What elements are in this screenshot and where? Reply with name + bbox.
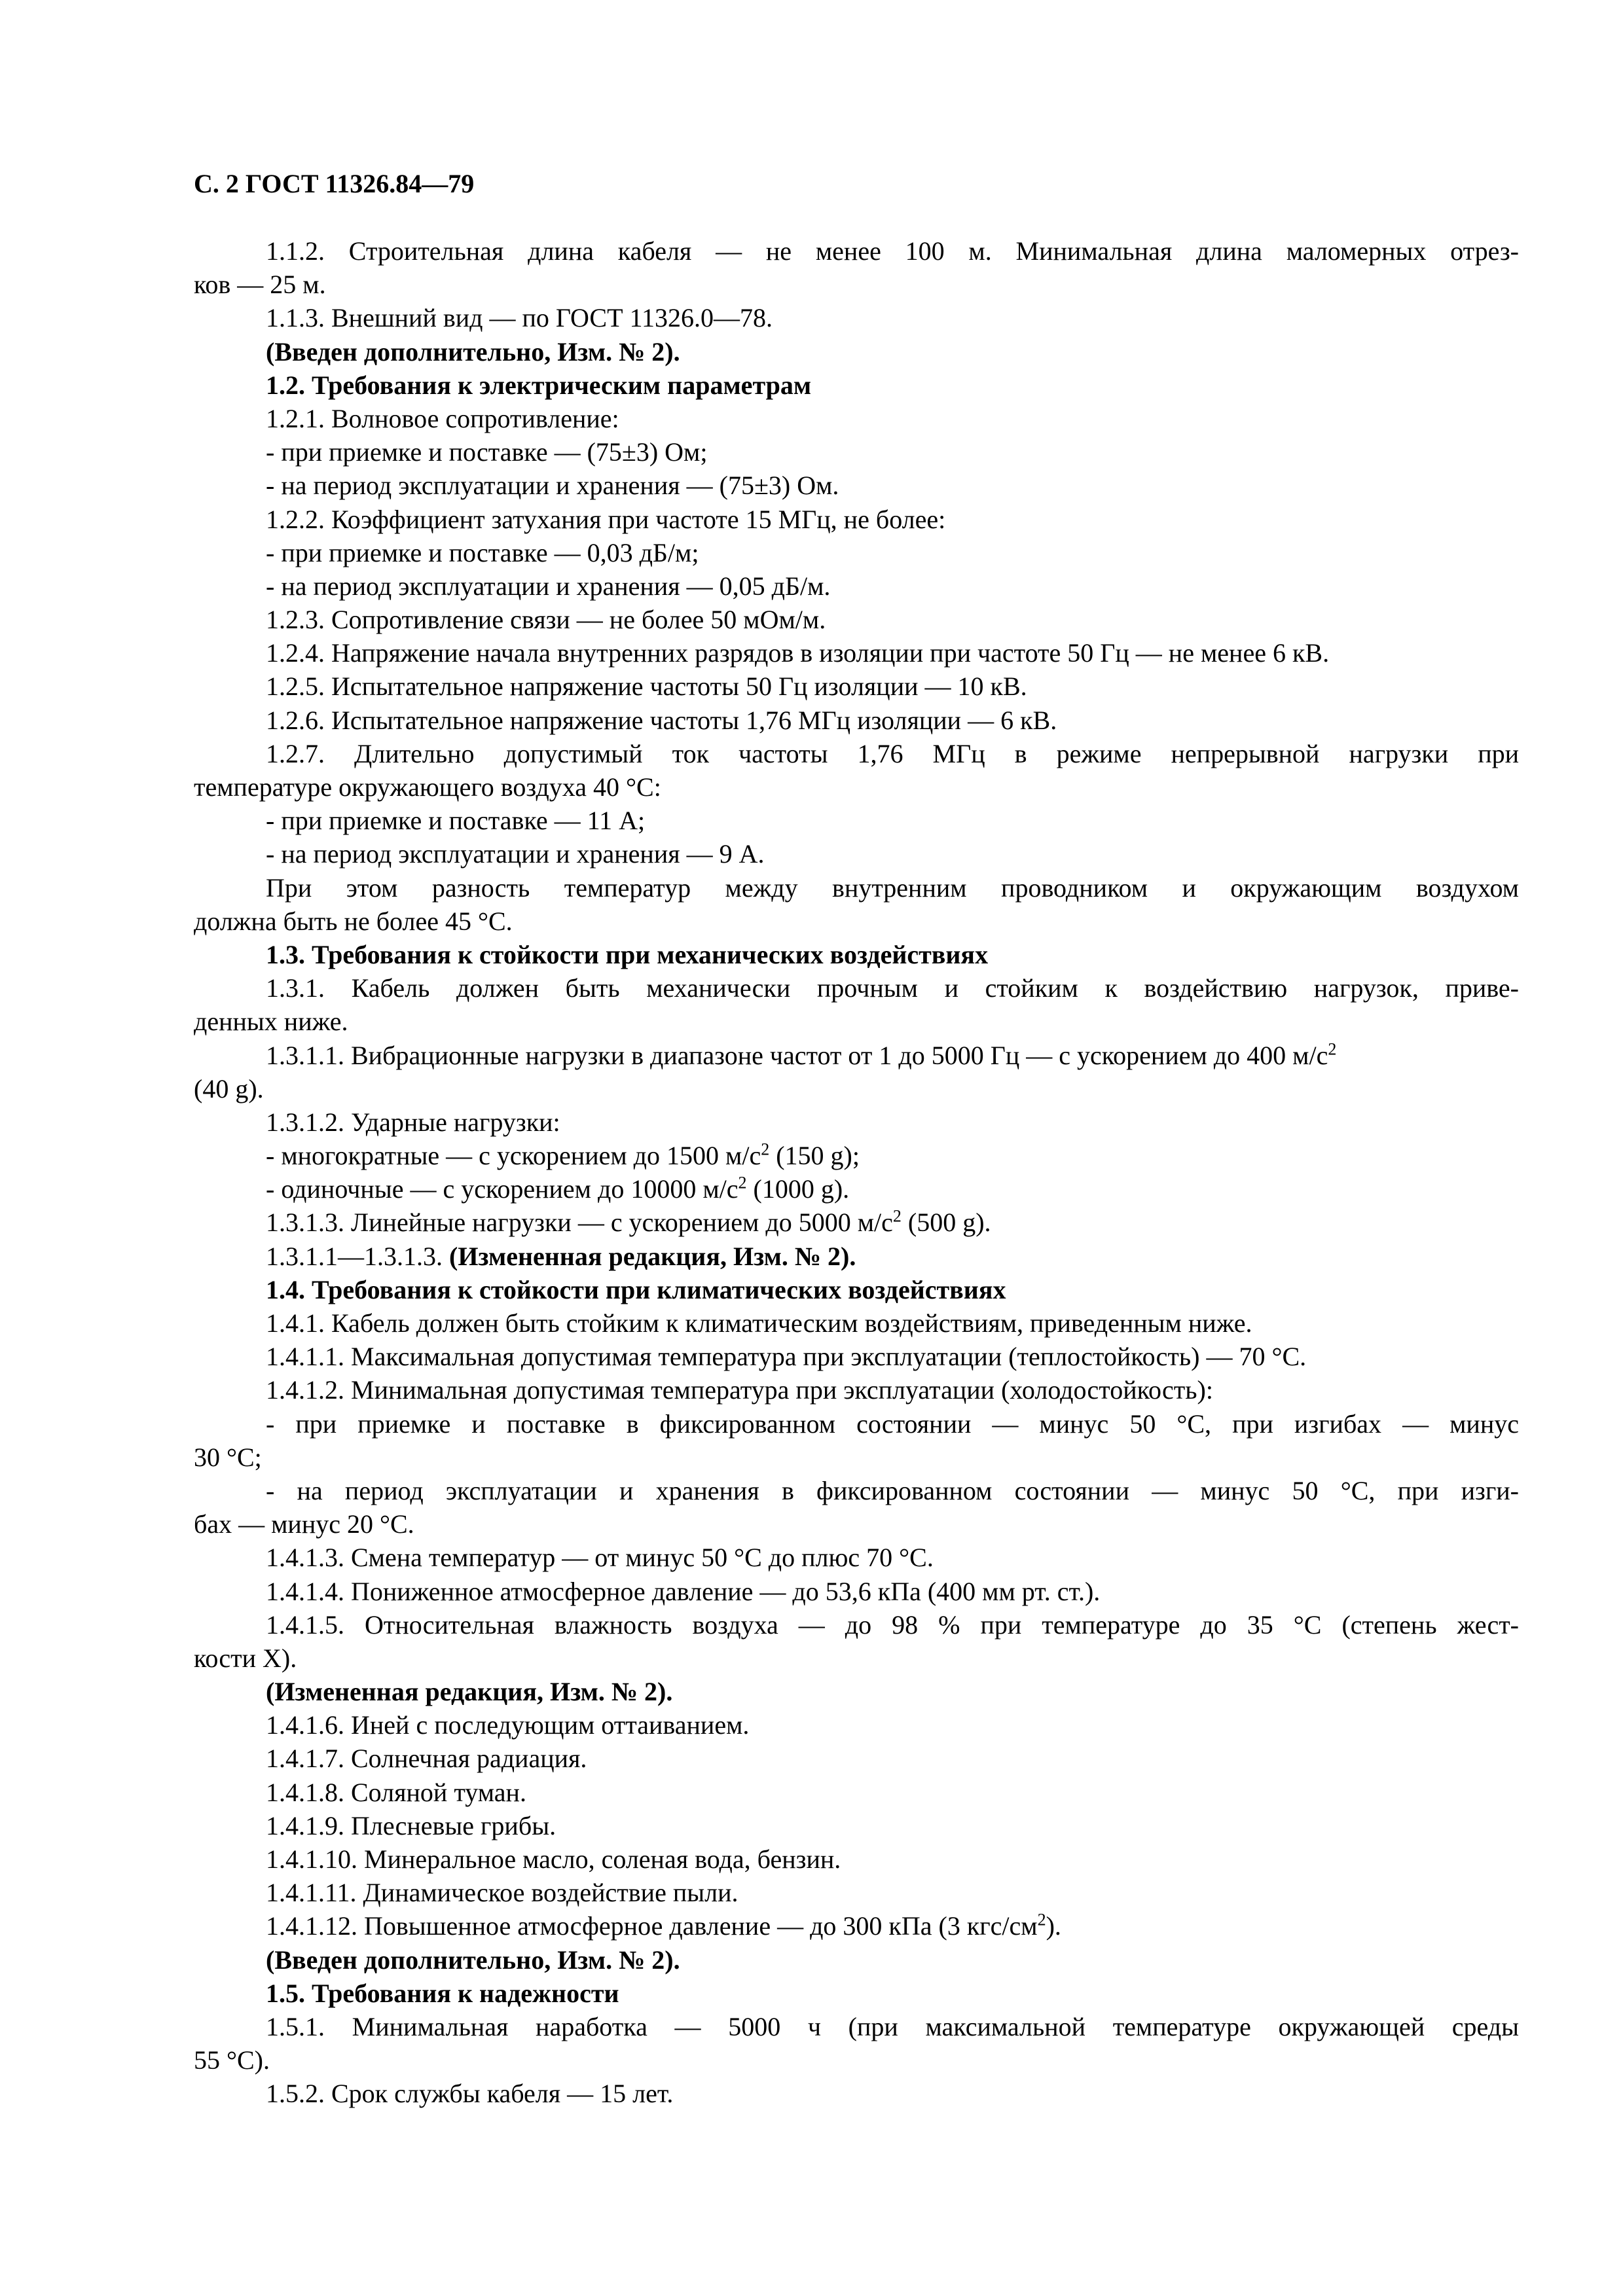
line-text: 1.4.1.8. Соляной туман. xyxy=(266,1777,526,1807)
text-line xyxy=(194,1876,1519,1909)
text-line xyxy=(194,1206,1519,1239)
text-line xyxy=(194,603,1519,636)
line-text: (40 g). xyxy=(194,1073,264,1103)
text-line xyxy=(194,1240,1519,1273)
line-text: 1.2.3. Сопротивление связи — не более 50 мОм/м. xyxy=(266,605,826,635)
line-text: 1.3.1.3. Линейные нагрузки — с ускорением до 5000 м/с xyxy=(266,1208,893,1238)
superscript: 2 xyxy=(1037,1910,1046,1930)
line-text: 1.5.2. Срок службы кабеля — 15 лет. xyxy=(266,2079,674,2109)
text-line xyxy=(194,837,1519,870)
line-text: 1.2.6. Испытательное напряжение частоты 1,76 МГц изоляции — 6 кВ. xyxy=(266,705,1057,735)
text-line xyxy=(194,1675,1519,1708)
text-line xyxy=(194,301,1519,334)
line-text: 1.2.5. Испытательное напряжение частоты 50 Гц изоляции — 10 кВ. xyxy=(266,672,1027,702)
text-line xyxy=(194,1943,1519,1977)
text-line xyxy=(194,1407,1519,1441)
text-line xyxy=(194,1039,1519,1072)
text-line xyxy=(194,1306,1519,1340)
line-text: температуре окружающего воздуха 40 °С: xyxy=(194,772,661,802)
line-text: 1.2.1. Волновое сопротивление: xyxy=(266,403,619,433)
amendment-note: (Измененная редакция, Изм. № 2). xyxy=(449,1241,856,1271)
line-text: - на период эксплуатации и хранения — 9 А. xyxy=(266,839,765,869)
text-line xyxy=(194,2010,1519,2043)
line-text: 1.3.1. Кабель должен быть механически прочным и стойким к воздействию нагрузок, приве- xyxy=(266,973,1519,1003)
text-line xyxy=(194,1977,1519,2010)
line-text: 1.4.1.5. Относительная влажность воздуха — до 98 % при температуре до 35 °С (степень жест- xyxy=(266,1609,1519,1640)
line-text: кости X). xyxy=(194,1643,297,1673)
line-text: денных ниже. xyxy=(194,1007,348,1037)
text-line xyxy=(194,569,1519,603)
line-text: 55 °С). xyxy=(194,2045,270,2075)
text-line xyxy=(194,1641,1519,1675)
text-line xyxy=(194,1139,1519,1172)
line-text: (Введен дополнительно, Изм. № 2). xyxy=(266,1945,680,1975)
superscript: 2 xyxy=(761,1139,770,1159)
line-text-tail: (150 g); xyxy=(769,1141,860,1171)
line-text: 1.3.1.2. Ударные нагрузки: xyxy=(266,1107,560,1137)
text-line xyxy=(194,971,1519,1005)
text-line xyxy=(194,1474,1519,1507)
line-text: 1.1.3. Внешний вид — по ГОСТ 11326.0—78. xyxy=(266,303,773,333)
text-line xyxy=(194,1708,1519,1742)
page-header: С. 2 ГОСТ 11326.84—79 xyxy=(194,169,475,198)
line-text: - одиночные — с ускорением до 10000 м/с xyxy=(266,1174,739,1204)
line-text: 1.1.2. Строительная длина кабеля — не менее 100 м. Минимальная длина маломерных отрез- xyxy=(266,236,1519,266)
superscript: 2 xyxy=(1328,1039,1337,1059)
line-text: - многократные — с ускорением до 1500 м/с xyxy=(266,1141,761,1171)
line-text: 1.2. Требования к электрическим параметрам xyxy=(266,370,812,400)
text-line xyxy=(194,670,1519,703)
line-text: 30 °С; xyxy=(194,1442,262,1472)
line-text: 1.4.1.2. Минимальная допустимая температура при эксплуатации (холодостойкость): xyxy=(266,1375,1213,1405)
line-text: - при приемке и поставке — (75±3) Ом; xyxy=(266,437,708,467)
text-line xyxy=(194,536,1519,569)
line-text: 1.4.1.11. Динамическое воздействие пыли. xyxy=(266,1878,739,1908)
text-line xyxy=(194,636,1519,670)
superscript: 2 xyxy=(892,1207,902,1227)
line-text: - на период эксплуатации и хранения — 0,05 дБ/м. xyxy=(266,571,831,601)
text-line xyxy=(194,1273,1519,1306)
line-text: 1.5.1. Минимальная наработка — 5000 ч (при максимальной температуре окружающей среды xyxy=(266,2011,1519,2041)
text-line xyxy=(194,1742,1519,1775)
line-text: должна быть не более 45 °С. xyxy=(194,906,513,936)
text-line xyxy=(194,1608,1519,1641)
text-line xyxy=(194,1507,1519,1541)
line-text: 1.4.1.9. Плесневые грибы. xyxy=(266,1810,556,1840)
text-line xyxy=(194,435,1519,469)
text-line xyxy=(194,2043,1519,2077)
text-line xyxy=(194,469,1519,502)
text-line xyxy=(194,1909,1519,1943)
line-text: - на период эксплуатации и хранения — (75±3) Ом. xyxy=(266,471,839,501)
line-text: При этом разность температур между внутренним проводником и окружающим воздухом xyxy=(266,872,1519,903)
line-text: 1.2.7. Длительно допустимый ток частоты 1,76 МГц в режиме непрерывной нагрузки при xyxy=(266,738,1519,768)
line-text: 1.4.1.7. Солнечная радиация. xyxy=(266,1744,587,1774)
line-text: 1.3.1.1. Вибрационные нагрузки в диапазоне частот от 1 до 5000 Гц — с ускорением до 400 м/с xyxy=(266,1040,1328,1070)
superscript: 2 xyxy=(738,1173,747,1193)
text-line xyxy=(194,938,1519,971)
line-text: - при приемке и поставке в фиксированном состоянии — минус 50 °С, при изгибах — минус xyxy=(266,1408,1519,1439)
line-text: 1.4.1.3. Смена температур — от минус 50 °С до плюс 70 °С. xyxy=(266,1543,934,1573)
line-text: 1.4.1.12. Повышенное атмосферное давление — до 300 кПа (3 кгс/см xyxy=(266,1911,1038,1941)
text-line xyxy=(194,234,1519,268)
text-line xyxy=(194,1005,1519,1038)
line-text: 1.3. Требования к стойкости при механических воздействиях xyxy=(266,939,989,969)
line-text: (Введен дополнительно, Изм. № 2). xyxy=(266,336,680,367)
line-text: 1.4.1.1. Максимальная допустимая температура при эксплуатации (теплостойкость) — 70 °С. xyxy=(266,1342,1307,1372)
line-text: - при приемке и поставке — 11 А; xyxy=(266,806,646,836)
text-line xyxy=(194,1809,1519,1842)
line-text: ков — 25 м. xyxy=(194,270,326,300)
text-line xyxy=(194,871,1519,905)
text-line xyxy=(194,368,1519,402)
line-text: 1.4.1.4. Пониженное атмосферное давление — до 53,6 кПа (400 мм рт. ст.). xyxy=(266,1576,1101,1606)
line-text: 1.4.1.10. Минеральное масло, соленая вода, бензин. xyxy=(266,1844,841,1874)
text-line xyxy=(194,503,1519,536)
text-line xyxy=(194,1172,1519,1206)
line-text: 1.5. Требования к надежности xyxy=(266,1978,619,2008)
text-line xyxy=(194,905,1519,938)
line-text: - при приемке и поставке — 0,03 дБ/м; xyxy=(266,537,699,567)
line-text-tail: (1000 g). xyxy=(746,1174,850,1204)
line-text: 1.3.1.1—1.3.1.3. xyxy=(266,1241,449,1271)
line-text: - на период эксплуатации и хранения в фиксированном состоянии — минус 50 °С, при изги- xyxy=(266,1475,1519,1505)
text-line xyxy=(194,704,1519,737)
line-text: 1.2.4. Напряжение начала внутренних разрядов в изоляции при частоте 50 Гц — не менее 6 кВ. xyxy=(266,638,1330,668)
line-text: 1.4. Требования к стойкости при климатических воздействиях xyxy=(266,1274,1006,1304)
text-line xyxy=(194,1541,1519,1574)
text-line xyxy=(194,1105,1519,1139)
document-body xyxy=(194,234,1519,2111)
line-text: 1.4.1. Кабель должен быть стойким к климатическим воздействиям, приведенным ниже. xyxy=(266,1308,1252,1338)
text-line xyxy=(194,1340,1519,1373)
line-text: бах — минус 20 °С. xyxy=(194,1509,414,1539)
text-line xyxy=(194,804,1519,837)
line-text-tail: (500 g). xyxy=(901,1208,991,1238)
text-line xyxy=(194,1575,1519,1608)
text-line xyxy=(194,268,1519,301)
line-text: 1.4.1.6. Иней с последующим оттаиванием. xyxy=(266,1710,750,1740)
text-line xyxy=(194,402,1519,435)
text-line xyxy=(194,1842,1519,1876)
text-line xyxy=(194,737,1519,770)
line-text: (Измененная редакция, Изм. № 2). xyxy=(266,1677,673,1707)
text-line xyxy=(194,1072,1519,1105)
text-line xyxy=(194,1776,1519,1809)
text-line xyxy=(194,1373,1519,1407)
line-text-tail: ). xyxy=(1046,1911,1061,1941)
text-line xyxy=(194,770,1519,804)
text-line xyxy=(194,335,1519,368)
text-line xyxy=(194,1441,1519,1474)
line-text: 1.2.2. Коэффициент затухания при частоте 15 МГц, не более: xyxy=(266,504,946,534)
text-line xyxy=(194,2077,1519,2110)
